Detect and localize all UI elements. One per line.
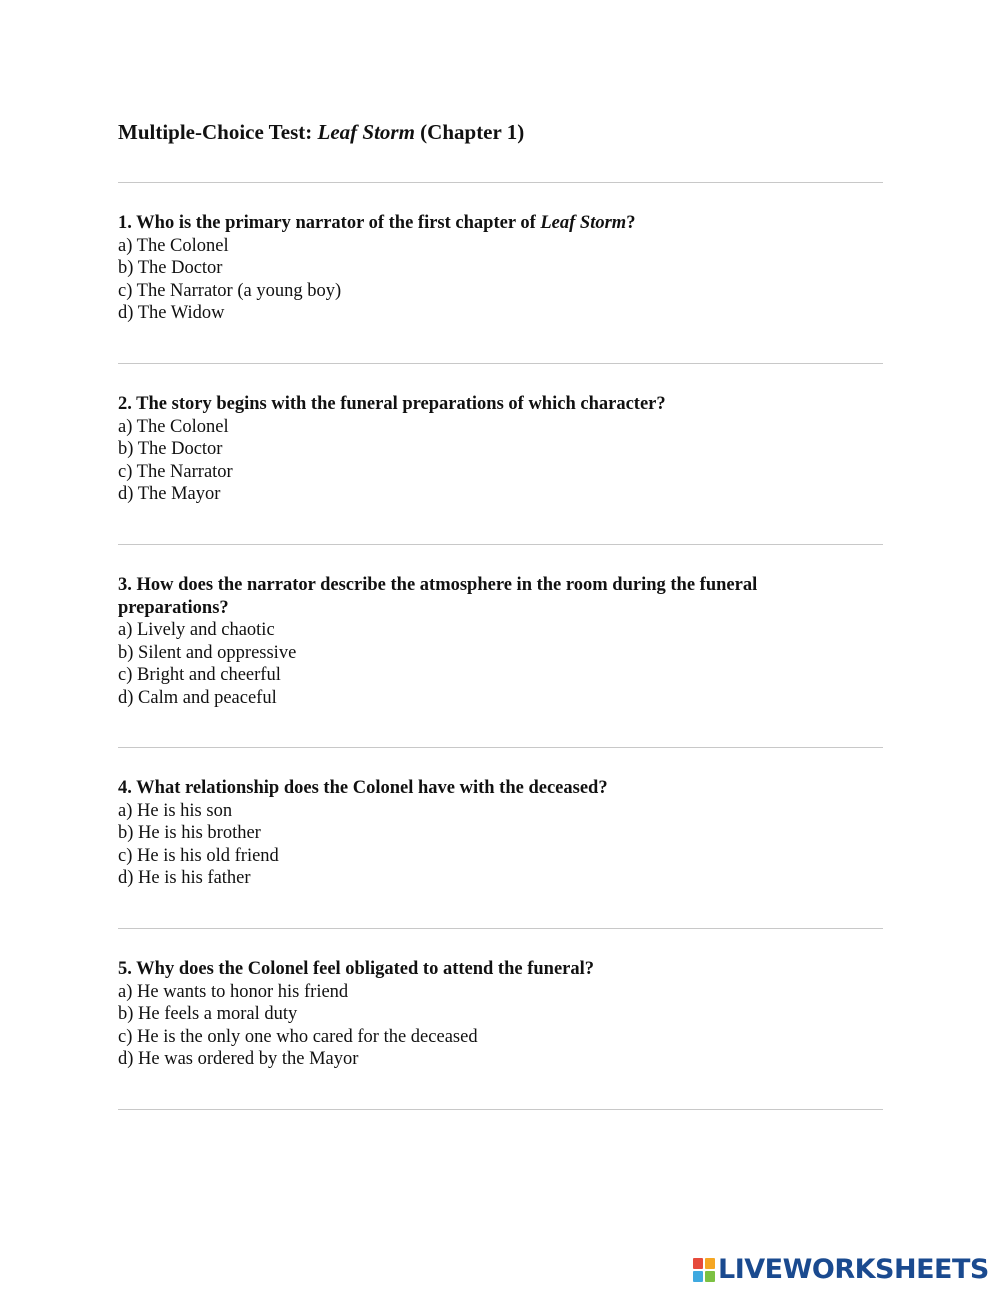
option-c[interactable]: c) He is his old friend [118, 845, 279, 866]
options-list [118, 619, 818, 709]
option-b[interactable]: b) The Doctor [118, 439, 223, 460]
logo-tile [693, 1271, 703, 1282]
option-a[interactable]: a) He wants to honor his friend [118, 981, 349, 1002]
question-2 [118, 393, 818, 506]
question-stem: 5. Why does the Colonel feel obligated to attend the funeral? [118, 959, 595, 979]
stem-book-title: Leaf Storm [540, 213, 627, 233]
divider [118, 363, 883, 364]
option-a[interactable]: a) He is his son [118, 800, 233, 821]
title-suffix: (Chapter 1) [414, 120, 525, 144]
option-c[interactable]: c) Bright and cheerful [118, 665, 281, 686]
options-list [118, 981, 818, 1071]
page-title [118, 118, 524, 146]
title-book: Leaf Storm [317, 120, 415, 144]
option-d[interactable]: d) He was ordered by the Mayor [118, 1049, 359, 1070]
question-4 [118, 777, 818, 890]
option-b[interactable]: b) He feels a moral duty [118, 1004, 298, 1025]
divider [118, 1109, 883, 1110]
logo-tile [705, 1258, 715, 1269]
title-prefix: Multiple-Choice Test: [118, 120, 318, 144]
question-3 [118, 574, 818, 710]
option-d[interactable]: d) The Widow [118, 303, 225, 324]
option-d[interactable]: d) Calm and peaceful [118, 687, 277, 708]
divider [118, 928, 883, 929]
option-d[interactable]: d) The Mayor [118, 484, 221, 505]
stem-text: 1. Who is the primary narrator of the first chapter of [118, 213, 541, 233]
question-stem [118, 212, 818, 235]
option-b[interactable]: b) He is his brother [118, 823, 261, 844]
divider [118, 182, 883, 183]
option-b[interactable]: b) Silent and oppressive [118, 642, 297, 663]
option-c[interactable]: c) The Narrator [118, 461, 233, 482]
option-c[interactable]: c) The Narrator (a young boy) [118, 280, 342, 301]
question-stem: 3. How does the narrator describe the atmosphere in the room during the funeral preparations? [118, 575, 758, 618]
question-stem: 2. The story begins with the funeral preparations of which character? [118, 394, 666, 414]
option-b[interactable]: b) The Doctor [118, 258, 223, 279]
options-list [118, 800, 818, 890]
divider [118, 544, 883, 545]
brand-text: LIVEWORKSHEETS [718, 1254, 989, 1285]
stem-end: ? [626, 213, 636, 233]
logo-tile [705, 1271, 715, 1282]
option-d[interactable]: d) He is his father [118, 868, 251, 889]
question-5 [118, 958, 818, 1071]
options-list [118, 416, 818, 506]
logo-tile [693, 1258, 703, 1269]
option-a[interactable]: a) The Colonel [118, 235, 229, 256]
liveworksheets-brand [693, 1256, 989, 1284]
option-a[interactable]: a) The Colonel [118, 416, 229, 437]
divider [118, 747, 883, 748]
option-c[interactable]: c) He is the only one who cared for the deceased [118, 1026, 478, 1047]
liveworksheets-logo-icon [693, 1258, 715, 1282]
question-1 [118, 212, 818, 325]
options-list [118, 235, 818, 325]
question-stem: 4. What relationship does the Colonel have with the deceased? [118, 778, 608, 798]
option-a[interactable]: a) Lively and chaotic [118, 620, 275, 641]
